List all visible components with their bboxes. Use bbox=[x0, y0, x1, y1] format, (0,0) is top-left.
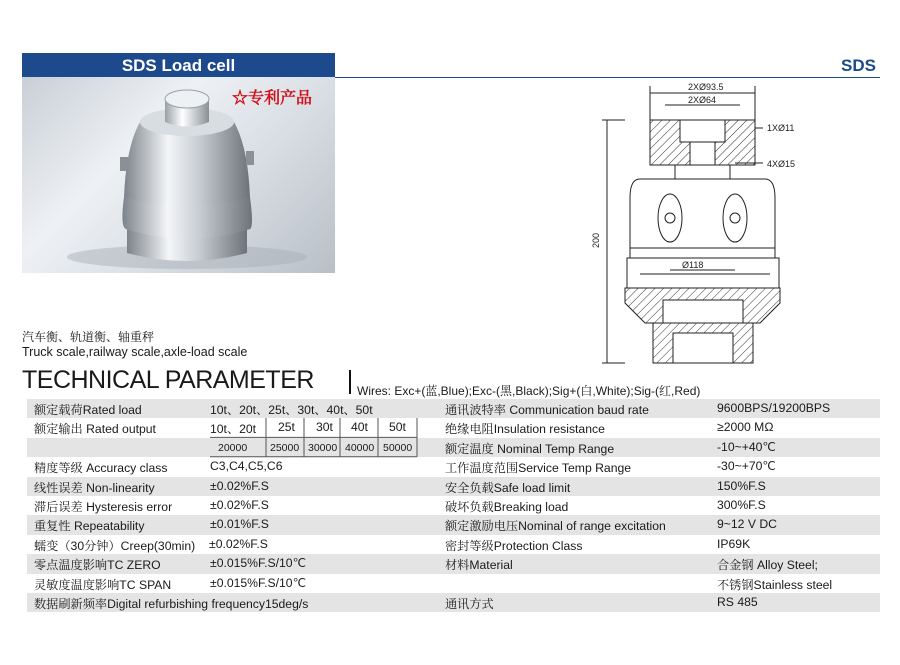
param-label: 灵敏度温度影响TC SPAN bbox=[34, 577, 172, 592]
param-label: 蠕变（30分钟）Creep(30min) bbox=[34, 538, 196, 553]
param-label: 额定载荷Rated load bbox=[34, 403, 142, 417]
param-label: 线性误差 Non-linearity bbox=[34, 480, 155, 495]
rated-output-cap: 10t、20t bbox=[210, 422, 257, 437]
table-row bbox=[27, 535, 880, 554]
wires-note: Wires: Exc+(蓝,Blue);Exc-(黑,Black);Sig+(白,White);Sig-(红,Red) bbox=[357, 384, 701, 398]
param-label: 通讯方式 bbox=[445, 596, 494, 611]
param-label: 材料Material bbox=[445, 558, 513, 573]
application-cn: 汽车衡、轨道衡、轴重秤 bbox=[22, 330, 155, 344]
param-label: 通讯波特率 Communication baud rate bbox=[445, 403, 649, 417]
param-label: 安全负载Safe load limit bbox=[445, 480, 571, 495]
param-value: C3,C4,C5,C6 bbox=[210, 459, 283, 474]
param-value: 9~12 V DC bbox=[717, 517, 777, 532]
param-value: ±0.015%F.S/10℃ bbox=[210, 575, 307, 590]
param-value: 150%F.S bbox=[717, 478, 766, 493]
dim-top2: 2XØ64 bbox=[688, 95, 717, 105]
table-row bbox=[27, 457, 880, 476]
param-value: ±0.02%F.S bbox=[209, 536, 268, 551]
table-row bbox=[27, 593, 880, 612]
dim-hole1: 1XØ11 bbox=[767, 123, 795, 133]
param-label: 零点温度影响TC ZERO bbox=[34, 558, 161, 573]
dim-height: 200 bbox=[591, 232, 601, 248]
param-label: 额定激励电压Nominal of range excitation bbox=[445, 519, 666, 534]
param-value: 合金钢 Alloy Steel; bbox=[717, 558, 818, 573]
param-label: 破坏负载Breaking load bbox=[445, 499, 569, 514]
param-label: 密封等级Protection Class bbox=[445, 538, 583, 553]
table-row bbox=[27, 574, 880, 593]
section-divider bbox=[349, 370, 351, 394]
section-title: TECHNICAL PARAMETER bbox=[22, 366, 314, 394]
rated-output-cap: 30t bbox=[316, 420, 333, 435]
page-title: SDS Load cell bbox=[121, 56, 236, 75]
rated-output-value: 25000 bbox=[270, 441, 300, 454]
param-value: ≥2000 MΩ bbox=[717, 420, 774, 435]
rated-output-value: 40000 bbox=[345, 441, 375, 454]
param-value: ±0.02%F.S bbox=[210, 497, 269, 512]
application-en: Truck scale,railway scale,axle-load scale bbox=[22, 345, 248, 359]
param-label: 精度等级 Accuracy class bbox=[34, 461, 168, 476]
rated-output-cap: 40t bbox=[351, 420, 368, 435]
parameter-table bbox=[27, 399, 880, 612]
table-row bbox=[27, 496, 880, 515]
param-value: -10~+40℃ bbox=[717, 439, 777, 454]
brand-label: SDS bbox=[841, 56, 876, 75]
table-row bbox=[27, 399, 880, 418]
dim-hole2: 4XØ15 bbox=[767, 159, 796, 169]
param-label: 额定输出 Rated output bbox=[34, 422, 156, 437]
rated-output-value: 30000 bbox=[308, 441, 338, 454]
param-label: 工作温度范围Service Temp Range bbox=[445, 461, 632, 476]
param-label: 绝缘电阻Insulation resistance bbox=[445, 422, 605, 437]
table-row bbox=[27, 515, 880, 534]
param-value: 不锈钢Stainless steel bbox=[717, 577, 833, 592]
dimension-drawing bbox=[585, 78, 885, 378]
rated-output-value: 50000 bbox=[383, 441, 413, 454]
rated-output-value: 20000 bbox=[218, 441, 248, 454]
param-label: 数据刷新频率Digital refurbishing frequency15deg/s bbox=[34, 596, 309, 611]
param-value: RS 485 bbox=[717, 594, 758, 609]
param-value: ±0.01%F.S bbox=[210, 517, 269, 532]
param-value: ±0.02%F.S bbox=[210, 478, 269, 493]
technical-drawing bbox=[585, 78, 885, 378]
dim-top1: 2XØ93.5 bbox=[688, 82, 724, 92]
param-value: 10t、20t、25t、30t、40t、50t bbox=[210, 403, 373, 417]
param-value: IP69K bbox=[717, 536, 751, 551]
param-value: -30~+70℃ bbox=[717, 459, 777, 474]
rated-output-cap: 50t bbox=[389, 420, 406, 435]
param-label: 滞后误差 Hysteresis error bbox=[34, 499, 173, 514]
param-value: 300%F.S bbox=[717, 497, 766, 512]
rated-output-cap: 25t bbox=[278, 420, 295, 435]
table-row bbox=[27, 554, 880, 573]
param-value: 9600BPS/19200BPS bbox=[717, 401, 831, 415]
patent-label: ☆专利产品 bbox=[232, 90, 313, 107]
rated-output-grid bbox=[27, 418, 880, 458]
param-label: 额定温度 Nominal Temp Range bbox=[445, 441, 615, 456]
dim-body: Ø118 bbox=[682, 260, 704, 270]
param-label: 重复性 Repeatability bbox=[34, 519, 145, 534]
param-value: ±0.015%F.S/10℃ bbox=[210, 556, 307, 571]
table-row bbox=[27, 477, 880, 496]
